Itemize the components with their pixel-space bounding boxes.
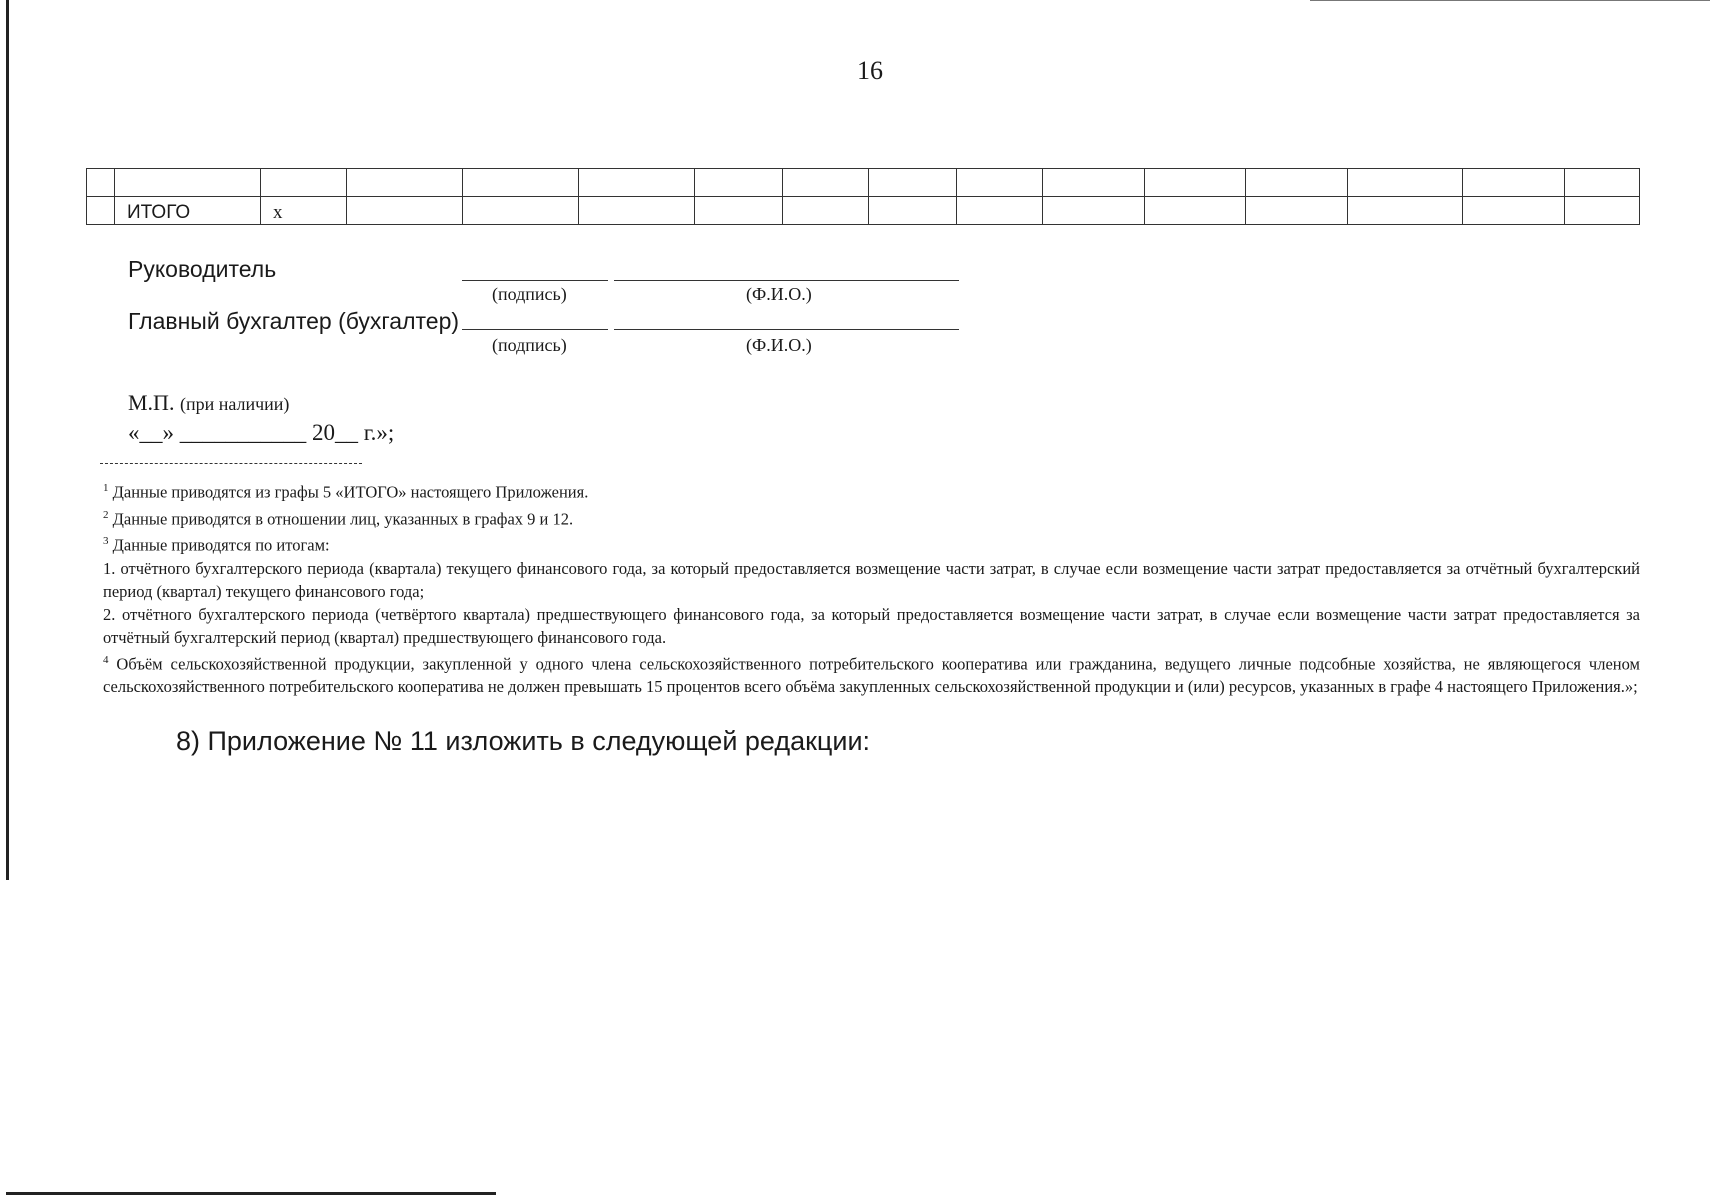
accountant-signature-line	[462, 329, 608, 330]
table-row	[87, 169, 1640, 197]
footnote-3: $^3$ Данные приводятся по итогам:	[103, 535, 330, 555]
table-row-total	[87, 197, 1640, 225]
stamp-note: (при наличии)	[179, 394, 290, 414]
accountant-name-caption: (Ф.И.О.)	[746, 335, 812, 355]
accountant-signature-caption: (подпись)	[492, 335, 567, 355]
head-signature-line	[462, 280, 608, 281]
footnote-2: $^2$ Данные приводятся в отношении лиц, указанных в графах 9 и 12.	[103, 508, 574, 528]
date-line: «__» ___________ 20__ г.»;	[128, 420, 395, 445]
totals-table	[86, 168, 1640, 225]
head-label: Руководитель	[128, 256, 277, 282]
head-signature-caption: (подпись)	[492, 284, 567, 304]
total-label: ИТОГО	[115, 197, 261, 225]
total-mark: x	[261, 197, 347, 225]
head-name-line	[614, 280, 959, 281]
page-edge-top	[1310, 0, 1710, 1]
section-heading: 8) Приложение № 11 изложить в следующей редакции:	[176, 726, 871, 756]
stamp-placeholder	[128, 390, 289, 416]
footnotes	[103, 477, 1640, 698]
page-number: 16	[857, 56, 883, 85]
footnote-4: $^4$ Объём сельскохозяйственной продукции, закупленной у одного члена сельскохозяйственного потребительского кооператива или гражданина, ведущего личные подсобные хозяйства, не являющегося членом сельскохозяйственного потребительского кооператива не должен превышать 15 процентов всего объёма закупленных сельскохозяйственной продукции и (или) ресурсов, указанных в графе 4 настоящего Приложения.»;	[103, 653, 1640, 696]
footnote-3-item-2: 2. отчётного бухгалтерского периода (четвёртого квартала) предшествующего финансового года, за который предоставляется возмещение части затрат, в случае если возмещение части затрат предоставляется за отчётный бухгалтерский период (квартал) предшествующего финансового года.	[103, 604, 1640, 647]
footnote-3-item-1: 1. отчётного бухгалтерского периода (квартала) текущего финансового года, за который предоставляется возмещение части затрат, в случае если возмещение части затрат предоставляется за отчётный бухгалтерский период (квартал) текущего финансового года;	[103, 558, 1640, 601]
head-name-caption: (Ф.И.О.)	[746, 284, 812, 304]
footnote-separator	[100, 463, 362, 464]
page-edge-bottom	[6, 1192, 496, 1195]
footnote-1: $^1$ Данные приводятся из графы 5 «ИТОГО» настоящего Приложения.	[103, 482, 589, 502]
page-edge-left	[6, 0, 9, 880]
accountant-name-line	[614, 329, 959, 330]
stamp-label: М.П.	[128, 390, 175, 415]
accountant-label: Главный бухгалтер (бухгалтер)	[128, 308, 460, 334]
